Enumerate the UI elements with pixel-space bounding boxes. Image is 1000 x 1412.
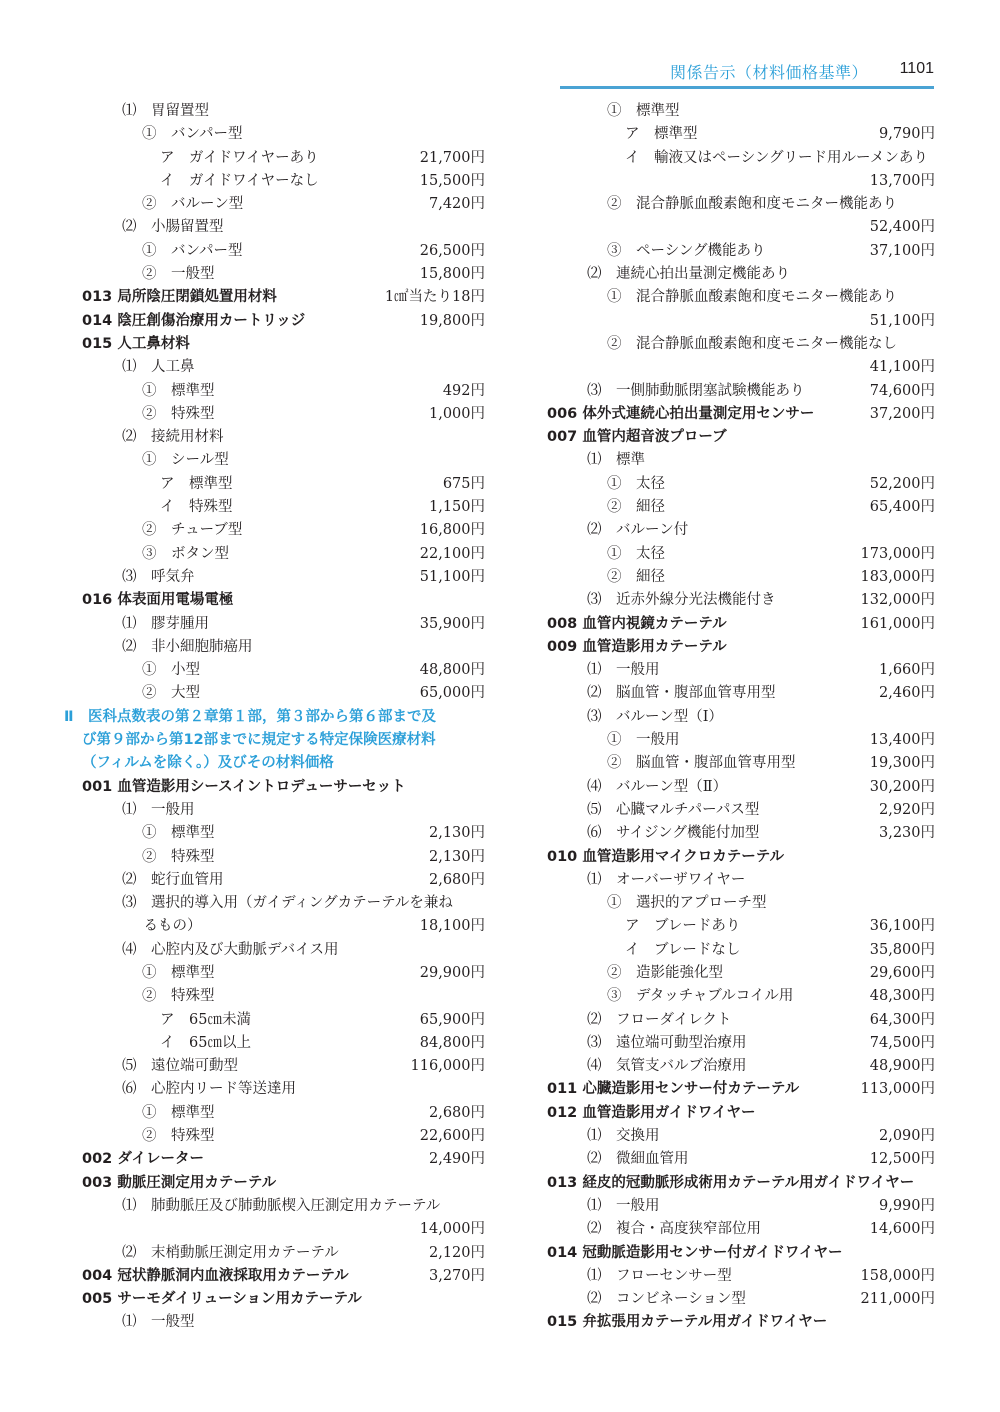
item-label: ⑵ 微細血管用 xyxy=(587,1151,689,1168)
item-label: 016 体表面用電場電極 xyxy=(82,592,234,609)
list-item xyxy=(547,1148,935,1171)
list-item xyxy=(82,1032,485,1055)
list-item xyxy=(82,123,485,146)
item-label: ① バンパー型 xyxy=(142,126,243,143)
list-item xyxy=(82,449,485,472)
item-label: 015 弁拡張用カテーテル用ガイドワイヤー xyxy=(547,1314,828,1331)
list-item xyxy=(82,1195,485,1218)
list-item xyxy=(82,1218,485,1241)
list-item xyxy=(82,1009,485,1032)
list-item xyxy=(82,846,485,869)
item-price: 74,500円 xyxy=(869,1034,935,1051)
item-label: Ⅱ 医科点数表の第２章第１部，第３部から第６部まで及 xyxy=(64,708,437,725)
list-item xyxy=(547,822,935,845)
list-item xyxy=(82,613,485,636)
item-label: ① バンパー型 xyxy=(142,242,243,259)
item-label: ア 標準型 xyxy=(625,126,698,143)
item-price: 65,400円 xyxy=(869,499,935,516)
list-item xyxy=(547,1265,935,1288)
page-number: 1101 xyxy=(899,60,934,77)
list-item xyxy=(547,985,935,1008)
item-price: 2,130円 xyxy=(428,825,485,842)
item-label: ⑵ 末梢動脈圧測定用カテーテル xyxy=(122,1244,339,1261)
item-label: ⑵ 蛇行血管用 xyxy=(122,871,224,888)
item-label: ① 太径 xyxy=(607,545,665,562)
item-heading xyxy=(547,426,935,449)
list-item xyxy=(547,123,935,146)
item-label: ① 一般用 xyxy=(607,732,680,749)
item-price: 2,680円 xyxy=(428,1104,485,1121)
item-price: 173,000円 xyxy=(860,545,935,562)
item-heading xyxy=(82,286,485,309)
list-item xyxy=(547,1032,935,1055)
list-item xyxy=(547,799,935,822)
item-label: ② 大型 xyxy=(142,685,200,702)
list-item xyxy=(82,1102,485,1125)
item-label: ア 65㎝未満 xyxy=(160,1011,251,1028)
item-price: 1,660円 xyxy=(878,662,935,679)
item-label: 002 ダイレーター xyxy=(82,1151,205,1168)
list-item xyxy=(82,1125,485,1148)
item-price: 74,600円 xyxy=(869,382,935,399)
list-item xyxy=(547,682,935,705)
item-label: ③ デタッチャブルコイル用 xyxy=(607,988,794,1005)
item-label: ⑸ 遠位端可動型 xyxy=(122,1058,238,1075)
item-price: 16,800円 xyxy=(419,522,485,539)
item-label: ⑵ 接続用材料 xyxy=(122,429,224,446)
list-item xyxy=(82,822,485,845)
item-price: 2,460円 xyxy=(878,685,935,702)
section-heading-line xyxy=(82,752,485,775)
list-item xyxy=(82,263,485,286)
item-heading xyxy=(547,403,935,426)
item-price: 29,900円 xyxy=(419,964,485,981)
section-heading-line xyxy=(64,706,485,729)
item-price: 3,270円 xyxy=(428,1267,485,1284)
item-price: 48,300円 xyxy=(869,988,935,1005)
item-label: ⑴ 膠芽腫用 xyxy=(122,615,209,632)
list-item xyxy=(82,147,485,170)
item-label: イ ガイドワイヤーなし xyxy=(160,172,319,189)
list-item xyxy=(82,1311,485,1334)
list-item xyxy=(547,286,935,309)
list-item xyxy=(547,333,935,356)
list-item xyxy=(82,216,485,239)
item-label: び第９部から第12部までに規定する特定保険医療材料 xyxy=(82,732,436,749)
list-item xyxy=(82,636,485,659)
item-price: 1,150円 xyxy=(428,499,485,516)
list-item xyxy=(82,985,485,1008)
list-item xyxy=(547,356,935,379)
item-label: ⑷ バルーン型（Ⅱ） xyxy=(587,778,728,795)
item-label: ② 特殊型 xyxy=(142,848,215,865)
item-label: ⑵ 脳血管・腹部血管専用型 xyxy=(587,685,776,702)
list-item xyxy=(547,776,935,799)
item-label: ① 標準型 xyxy=(142,825,215,842)
list-item xyxy=(547,659,935,682)
item-label: ⑵ バルーン付 xyxy=(587,522,689,539)
item-price: 2,920円 xyxy=(878,801,935,818)
item-label: ② 特殊型 xyxy=(142,405,215,422)
list-item xyxy=(82,519,485,542)
item-label: 001 血管造影用シースイントロデューサーセット xyxy=(82,778,406,795)
item-label: ① 標準型 xyxy=(142,382,215,399)
item-label: ⑶ バルーン型（Ⅰ） xyxy=(587,708,723,725)
item-label: 010 血管造影用マイクロカテーテル xyxy=(547,848,785,865)
item-label: ② 一般型 xyxy=(142,266,215,283)
item-price: 15,800円 xyxy=(419,266,485,283)
list-item xyxy=(547,170,935,193)
item-heading xyxy=(547,1311,935,1334)
item-label: ① シール型 xyxy=(142,452,229,469)
item-label: ③ ペーシング機能あり xyxy=(607,242,766,259)
item-heading xyxy=(82,776,485,799)
item-price: 36,100円 xyxy=(869,918,935,935)
item-label: ⑴ 一般用 xyxy=(122,801,195,818)
item-label: ② 混合静脈血酸素飽和度モニター機能なし xyxy=(607,335,897,352)
header-title: 関係告示（材料価格基準） xyxy=(669,63,868,82)
item-price: 132,000円 xyxy=(860,592,935,609)
item-label: ⑵ 複合・高度狭窄部位用 xyxy=(587,1221,761,1238)
item-label: 013 局所陰圧閉鎖処置用材料 xyxy=(82,289,277,306)
list-item xyxy=(547,915,935,938)
item-label: ⑵ 小腸留置型 xyxy=(122,219,224,236)
section-heading-line xyxy=(82,729,485,752)
item-price: 64,300円 xyxy=(869,1011,935,1028)
item-price: 158,000円 xyxy=(860,1267,935,1284)
item-price: 26,500円 xyxy=(419,242,485,259)
list-item xyxy=(82,193,485,216)
item-label: ⑸ 心臓マルチパーパス型 xyxy=(587,801,760,818)
item-label: ① 選択的アプローチ型 xyxy=(607,895,767,912)
item-price: 84,800円 xyxy=(419,1034,485,1051)
list-item xyxy=(547,869,935,892)
item-price: 29,600円 xyxy=(869,964,935,981)
item-price: 22,600円 xyxy=(419,1128,485,1145)
list-item xyxy=(547,543,935,566)
item-price: 2,680円 xyxy=(428,871,485,888)
item-label: ⑷ 気管支バルブ治療用 xyxy=(587,1058,747,1075)
list-item xyxy=(547,566,935,589)
list-item xyxy=(82,869,485,892)
item-label: ② 細径 xyxy=(607,499,665,516)
list-item xyxy=(547,589,935,612)
item-price: 19,800円 xyxy=(419,312,485,329)
item-label: ⑹ 心腔内リード等送達用 xyxy=(122,1081,296,1098)
item-price: 48,900円 xyxy=(869,1058,935,1075)
list-item xyxy=(547,240,935,263)
item-label: ⑹ サイジング機能付加型 xyxy=(587,825,760,842)
item-label: ⑴ 胃留置型 xyxy=(122,103,209,119)
item-label: ① 太径 xyxy=(607,475,665,492)
item-price: 161,000円 xyxy=(860,615,935,632)
item-heading xyxy=(547,613,935,636)
item-heading xyxy=(82,333,485,356)
list-item xyxy=(82,170,485,193)
item-label: ⑴ オーバーザワイヤー xyxy=(587,871,746,888)
item-price: 1㎠当たり18円 xyxy=(384,289,485,306)
item-label: ⑴ 一般用 xyxy=(587,1197,660,1214)
list-item xyxy=(547,1195,935,1218)
item-label: 013 経皮的冠動脈形成術用カテーテル用ガイドワイヤー xyxy=(547,1174,915,1191)
item-price: 48,800円 xyxy=(419,662,485,679)
item-label: ⑵ コンビネーション型 xyxy=(587,1291,746,1308)
item-price: 22,100円 xyxy=(419,545,485,562)
item-label: るもの） xyxy=(100,918,202,935)
item-price: 65,900円 xyxy=(419,1011,485,1028)
item-label: ③ ボタン型 xyxy=(142,545,229,562)
item-price: 2,090円 xyxy=(878,1128,935,1145)
list-item xyxy=(547,473,935,496)
list-item xyxy=(547,729,935,752)
item-price: 12,500円 xyxy=(869,1151,935,1168)
list-item xyxy=(547,216,935,239)
item-label: ⑴ 人工鼻 xyxy=(122,359,195,376)
item-label: ② 脳血管・腹部血管専用型 xyxy=(607,755,796,772)
list-item xyxy=(82,962,485,985)
item-price: 13,700円 xyxy=(869,172,935,189)
item-label: ⑵ 非小細胞肺癌用 xyxy=(122,638,253,655)
item-heading xyxy=(82,1172,485,1195)
item-label: ① 小型 xyxy=(142,662,200,679)
list-item xyxy=(82,240,485,263)
item-price: 9,790円 xyxy=(878,126,935,143)
item-label: ⑴ 交換用 xyxy=(587,1128,660,1145)
item-price: 35,800円 xyxy=(869,941,935,958)
item-label: 003 動脈圧測定用カテーテル xyxy=(82,1174,277,1191)
list-item xyxy=(82,799,485,822)
item-label: ⑴ 一般型 xyxy=(122,1314,195,1331)
item-label: 006 体外式連続心拍出量測定用センサー xyxy=(547,405,815,422)
item-label: イ 輸液又はペーシングリード用ルーメンあり xyxy=(625,149,928,166)
item-label: 007 血管内超音波プローブ xyxy=(547,429,727,446)
header-divider xyxy=(560,86,934,89)
item-label: 014 冠動脈造影用センサー付ガイドワイヤー xyxy=(547,1244,843,1261)
list-item xyxy=(547,147,935,170)
item-price: 2,120円 xyxy=(428,1244,485,1261)
item-label: ② バルーン型 xyxy=(142,196,244,213)
item-heading xyxy=(82,310,485,333)
item-heading xyxy=(547,1172,935,1195)
item-label: イ 特殊型 xyxy=(160,499,233,516)
list-item xyxy=(547,496,935,519)
item-label: ⑶ 選択的導入用（ガイディングカテーテルを兼ね xyxy=(122,895,453,912)
list-item xyxy=(82,1055,485,1078)
item-label: ② チューブ型 xyxy=(142,522,243,539)
item-label: ⑷ 心腔内及び大動脈デバイス用 xyxy=(122,941,339,958)
list-item xyxy=(82,566,485,589)
item-label: ① 混合静脈血酸素飽和度モニター機能あり xyxy=(607,289,897,306)
item-heading xyxy=(82,1265,485,1288)
list-item xyxy=(82,682,485,705)
item-label: ⑶ 遠位端可動型治療用 xyxy=(587,1034,747,1051)
list-item xyxy=(547,892,935,915)
item-label: 009 血管造影用カテーテル xyxy=(547,638,727,655)
item-heading xyxy=(547,846,935,869)
item-label: ① 標準型 xyxy=(607,103,680,119)
item-price: 41,100円 xyxy=(869,359,935,376)
item-label: 015 人工鼻材料 xyxy=(82,335,190,352)
list-item xyxy=(82,659,485,682)
item-label: ア 標準型 xyxy=(160,475,233,492)
item-price: 116,000円 xyxy=(410,1058,485,1075)
item-label: ⑵ 連続心拍出量測定機能あり xyxy=(587,266,790,283)
item-price: 9,990円 xyxy=(878,1197,935,1214)
item-price: 37,100円 xyxy=(869,242,935,259)
item-label: ⑴ 肺動脈圧及び肺動脈楔入圧測定用カテーテル xyxy=(122,1197,441,1214)
item-heading xyxy=(82,1288,485,1311)
list-item xyxy=(547,706,935,729)
item-label: （フィルムを除く。）及びその材料価格 xyxy=(82,755,334,772)
item-label: ア ブレードあり xyxy=(625,918,741,935)
list-item xyxy=(547,1009,935,1032)
list-item xyxy=(547,449,935,472)
item-label: ⑶ 呼気弁 xyxy=(122,568,195,585)
item-price: 19,300円 xyxy=(869,755,935,772)
item-price: 65,000円 xyxy=(419,685,485,702)
list-item xyxy=(82,543,485,566)
list-item xyxy=(547,962,935,985)
item-price: 2,130円 xyxy=(428,848,485,865)
list-item xyxy=(82,892,485,915)
item-label: イ 65㎝以上 xyxy=(160,1034,251,1051)
item-price: 675円 xyxy=(442,475,485,492)
item-label: ⑴ フローセンサー型 xyxy=(587,1267,732,1284)
left-column xyxy=(64,100,485,1335)
list-item xyxy=(547,100,935,123)
item-price: 52,400円 xyxy=(869,219,935,236)
list-item xyxy=(547,380,935,403)
item-price: 18,100円 xyxy=(419,918,485,935)
item-label: 012 血管造影用ガイドワイヤー xyxy=(547,1104,756,1121)
list-item xyxy=(82,1242,485,1265)
item-price: 113,000円 xyxy=(860,1081,935,1098)
item-label: ⑴ 標準 xyxy=(587,452,645,469)
item-price: 492円 xyxy=(442,382,485,399)
item-heading xyxy=(82,589,485,612)
list-item xyxy=(82,496,485,519)
list-item xyxy=(82,939,485,962)
item-price: 2,490円 xyxy=(428,1151,485,1168)
item-label: ⑵ フローダイレクト xyxy=(587,1011,732,1028)
list-item xyxy=(547,519,935,542)
list-item xyxy=(82,380,485,403)
item-price: 21,700円 xyxy=(419,149,485,166)
item-label: 008 血管内視鏡カテーテル xyxy=(547,615,727,632)
list-item xyxy=(82,473,485,496)
item-heading xyxy=(547,1242,935,1265)
list-item xyxy=(547,263,935,286)
list-item xyxy=(547,310,935,333)
list-item xyxy=(547,193,935,216)
item-price: 3,230円 xyxy=(878,825,935,842)
item-price: 7,420円 xyxy=(428,196,485,213)
item-heading xyxy=(547,636,935,659)
item-label: 014 陰圧創傷治療用カートリッジ xyxy=(82,312,306,329)
list-item xyxy=(82,100,485,123)
item-heading xyxy=(547,1078,935,1101)
list-item xyxy=(82,403,485,426)
item-label: ② 細径 xyxy=(607,568,665,585)
item-label: ② 混合静脈血酸素飽和度モニター機能あり xyxy=(607,196,897,213)
list-item xyxy=(547,1288,935,1311)
item-price: 51,100円 xyxy=(869,312,935,329)
item-label: ② 特殊型 xyxy=(142,988,215,1005)
item-price: 211,000円 xyxy=(860,1291,935,1308)
item-price: 52,200円 xyxy=(869,475,935,492)
list-item xyxy=(82,915,485,938)
item-price: 15,500円 xyxy=(419,172,485,189)
item-label: イ ブレードなし xyxy=(625,941,741,958)
list-item xyxy=(547,752,935,775)
running-header xyxy=(560,60,934,86)
item-price: 30,200円 xyxy=(869,778,935,795)
list-item xyxy=(547,1125,935,1148)
right-column xyxy=(547,100,935,1335)
item-price: 14,000円 xyxy=(419,1221,485,1238)
item-label: ア ガイドワイヤーあり xyxy=(160,149,319,166)
item-label: ① 標準型 xyxy=(142,964,215,981)
item-label: ② 特殊型 xyxy=(142,1128,215,1145)
item-label: ② 造影能強化型 xyxy=(607,964,723,981)
list-item xyxy=(547,1218,935,1241)
item-price: 1,000円 xyxy=(428,405,485,422)
item-heading xyxy=(547,1102,935,1125)
item-price: 35,900円 xyxy=(419,615,485,632)
item-price: 13,400円 xyxy=(869,732,935,749)
item-price: 183,000円 xyxy=(860,568,935,585)
item-heading xyxy=(82,1148,485,1171)
item-label: ① 標準型 xyxy=(142,1104,215,1121)
list-item xyxy=(547,1055,935,1078)
item-label: ⑶ 一側肺動脈閉塞試験機能あり xyxy=(587,382,805,399)
list-item xyxy=(82,1078,485,1101)
list-item xyxy=(82,426,485,449)
item-label: ⑶ 近赤外線分光法機能付き xyxy=(587,592,776,609)
item-price: 37,200円 xyxy=(869,405,935,422)
item-price: 14,600円 xyxy=(869,1221,935,1238)
item-label: ⑴ 一般用 xyxy=(587,662,660,679)
list-item xyxy=(82,356,485,379)
item-label: 004 冠状静脈洞内血液採取用カテーテル xyxy=(82,1267,349,1284)
list-item xyxy=(547,939,935,962)
item-price: 51,100円 xyxy=(419,568,485,585)
item-label: 005 サーモダイリューション用カテーテル xyxy=(82,1291,362,1308)
item-label: 011 心臓造影用センサー付カテーテル xyxy=(547,1081,800,1098)
